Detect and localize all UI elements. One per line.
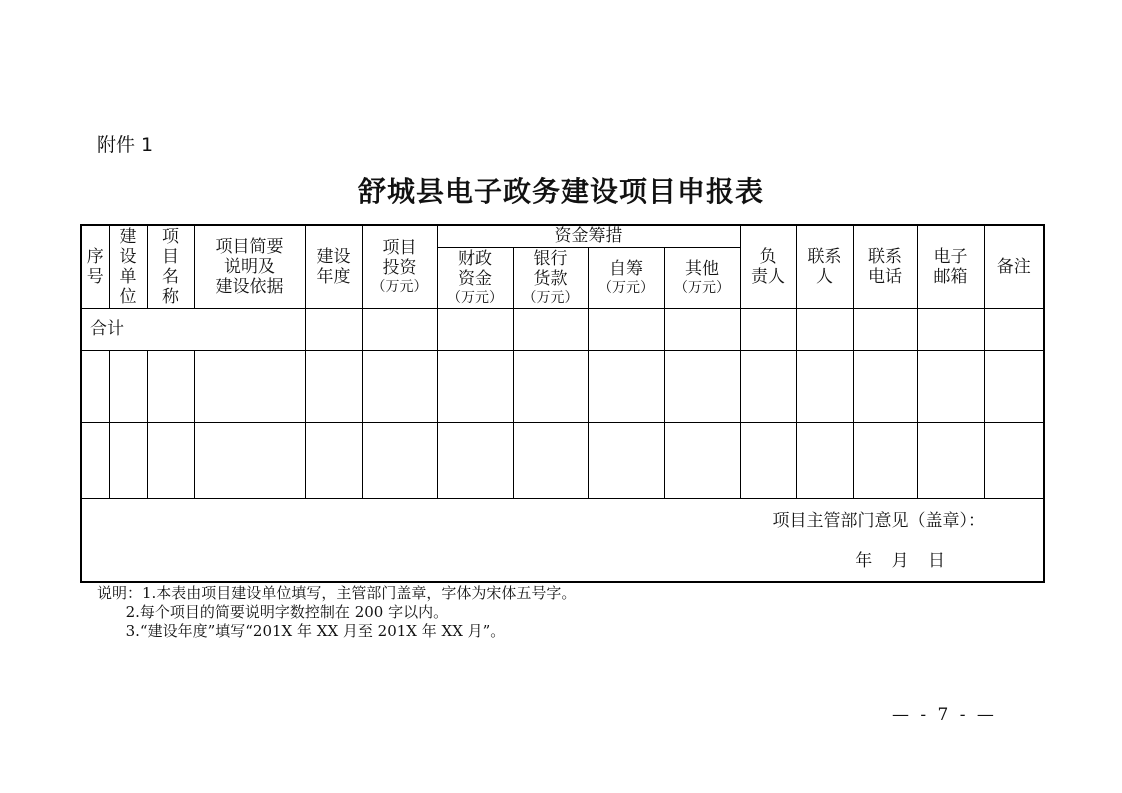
- total-year: [305, 308, 362, 350]
- empty-cell: [588, 422, 664, 498]
- total-other: [664, 308, 740, 350]
- header-remark: 备注: [984, 225, 1044, 308]
- empty-cell: [362, 350, 437, 422]
- empty-cell: [853, 350, 917, 422]
- empty-cell: [81, 422, 109, 498]
- total-owner: [740, 308, 796, 350]
- total-label: 合计: [81, 308, 305, 350]
- empty-cell: [588, 350, 664, 422]
- empty-cell: [796, 422, 853, 498]
- empty-cell: [305, 422, 362, 498]
- header-phone: 联系 电话: [853, 225, 917, 308]
- application-form-table: [80, 224, 1045, 583]
- header-year: 建设 年度: [305, 225, 362, 308]
- empty-cell: [194, 350, 305, 422]
- total-bank: [513, 308, 588, 350]
- empty-cell: [984, 350, 1044, 422]
- total-email: [917, 308, 984, 350]
- form-title: 舒城县电子政务建设项目申报表: [357, 175, 764, 208]
- empty-cell: [740, 350, 796, 422]
- approval-date: 年 月 日: [855, 550, 945, 571]
- empty-cell: [437, 422, 513, 498]
- header-fiscal: 财政 资金 （万元）: [437, 247, 513, 308]
- empty-cell: [194, 422, 305, 498]
- empty-cell: [917, 350, 984, 422]
- empty-cell: [853, 422, 917, 498]
- empty-cell: [305, 350, 362, 422]
- empty-cell: [664, 350, 740, 422]
- header-self: 自筹 （万元）: [588, 247, 664, 308]
- header-email: 电子 邮箱: [917, 225, 984, 308]
- empty-cell: [362, 422, 437, 498]
- total-self: [588, 308, 664, 350]
- approval-section: [81, 498, 1044, 582]
- header-contact: 联系 人: [796, 225, 853, 308]
- empty-cell: [984, 422, 1044, 498]
- page-number: — - 7 - —: [892, 705, 997, 725]
- header-desc: 项目简要 说明及 建设依据: [194, 225, 305, 308]
- note-line: 2.每个项目的简要说明字数控制在 200 字以内。: [97, 603, 449, 621]
- total-phone: [853, 308, 917, 350]
- header-bank: 银行 货款 （万元）: [513, 247, 588, 308]
- empty-cell: [796, 350, 853, 422]
- note-line: 说明：1.本表由项目建设单位填写，主管部门盖章，字体为宋体五号字。: [97, 584, 577, 602]
- attachment-label: 附件 1: [97, 134, 154, 156]
- empty-cell: [81, 350, 109, 422]
- header-unit: 建 设 单 位: [109, 225, 147, 308]
- empty-cell: [147, 350, 194, 422]
- header-owner: 负 责人: [740, 225, 796, 308]
- total-fiscal: [437, 308, 513, 350]
- total-row: [81, 308, 1044, 350]
- empty-cell: [147, 422, 194, 498]
- empty-cell: [664, 422, 740, 498]
- table-row: [81, 422, 1044, 498]
- empty-cell: [917, 422, 984, 498]
- empty-cell: [513, 350, 588, 422]
- note-line: 3.“建设年度”填写“201X 年 XX 月至 201X 年 XX 月”。: [97, 622, 506, 640]
- header-other: 其他 （万元）: [664, 247, 740, 308]
- total-remark: [984, 308, 1044, 350]
- header-invest: 项目 投资 （万元）: [362, 225, 437, 308]
- empty-cell: [513, 422, 588, 498]
- header-name: 项 目 名 称: [147, 225, 194, 308]
- approval-opinion: 项目主管部门意见（盖章）：: [772, 510, 985, 531]
- header-seq: 序 号: [81, 225, 109, 308]
- total-contact: [796, 308, 853, 350]
- empty-cell: [740, 422, 796, 498]
- header-funding: 资金筹措: [437, 225, 740, 247]
- total-invest: [362, 308, 437, 350]
- table-row: [81, 350, 1044, 422]
- empty-cell: [109, 350, 147, 422]
- empty-cell: [109, 422, 147, 498]
- empty-cell: [437, 350, 513, 422]
- notes-section: [97, 584, 576, 641]
